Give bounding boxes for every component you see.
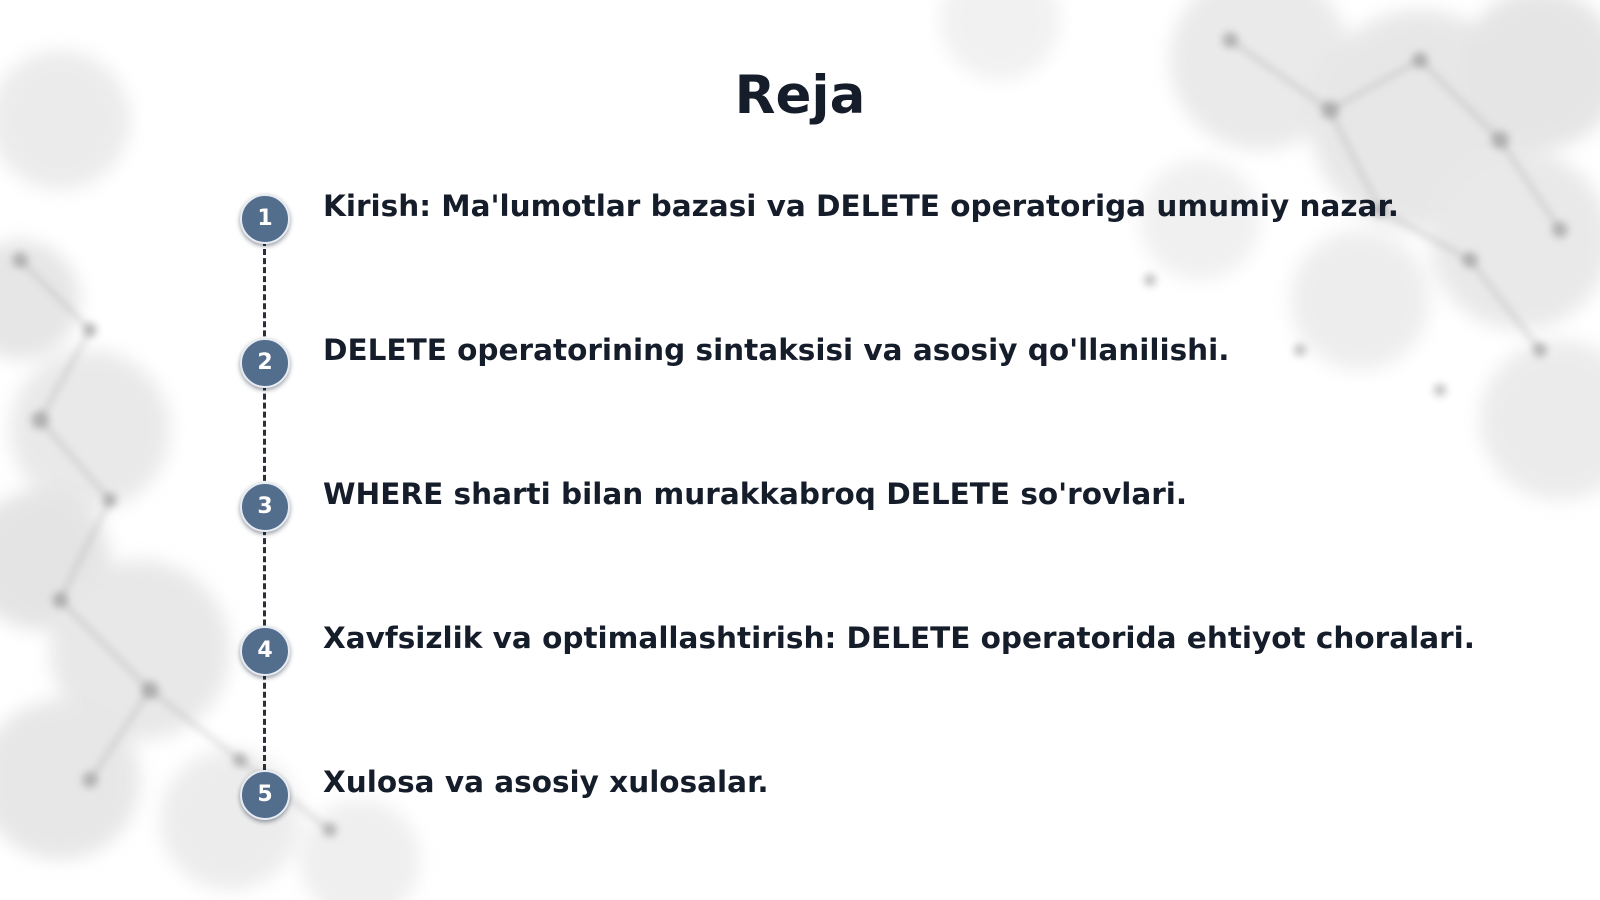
slide-title: Reja (734, 65, 866, 126)
item-text: Xavfsizlik va optimallashtirish: DELETE operatorida ehtiyot choralari. (323, 621, 1475, 655)
item-text: Kirish: Ma'lumotlar bazasi va DELETE operatoriga umumiy nazar. (323, 189, 1399, 223)
agenda-item-1 (0, 189, 1600, 254)
agenda-item-5 (0, 765, 1600, 830)
item-number-badge: 4 (240, 626, 290, 676)
agenda-item-3 (0, 477, 1600, 542)
item-number-badge: 1 (240, 194, 290, 244)
agenda-item-2 (0, 333, 1600, 398)
item-text: WHERE sharti bilan murakkabroq DELETE so'rovlari. (323, 477, 1188, 511)
item-number-badge: 2 (240, 338, 290, 388)
item-number-badge: 3 (240, 482, 290, 532)
item-number-badge: 5 (240, 770, 290, 820)
item-text: DELETE operatorining sintaksisi va asosiy qo'llanilishi. (323, 333, 1230, 367)
item-text: Xulosa va asosiy xulosalar. (323, 765, 769, 799)
agenda-item-4 (0, 621, 1600, 686)
